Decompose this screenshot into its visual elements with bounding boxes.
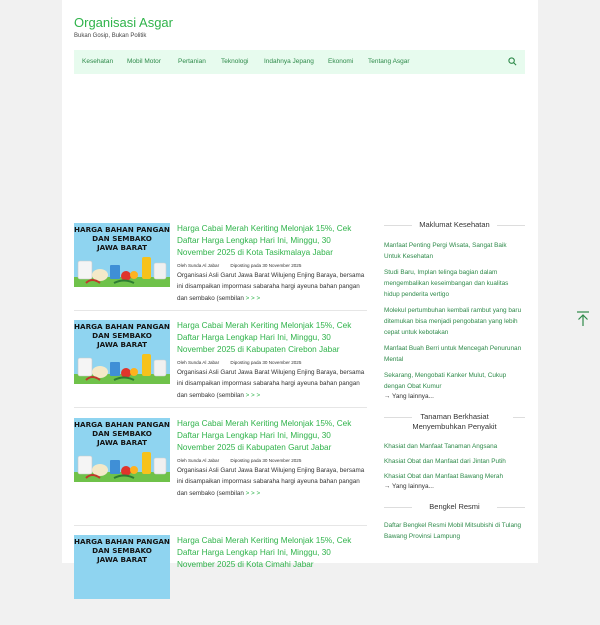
thumb-line-2: DAN SEMBAKO: [92, 429, 152, 438]
widget-link[interactable]: Manfaat Buah Berri untuk Mencegah Penurunan Mental: [384, 345, 522, 363]
post-item: [74, 418, 367, 508]
post-item: [74, 223, 367, 313]
thumb-line-2: DAN SEMBAKO: [92, 331, 152, 340]
read-more-link[interactable]: > > >: [245, 489, 261, 497]
thumb-line-3: JAWA BARAT: [96, 438, 148, 447]
title-line-left: [384, 507, 412, 508]
post-excerpt-text: Organisasi Asli Garut Jawa Barat Wilujeng Enjing Baraya, bersama ini disampaikan imporması sabaraha hargi ayeuna bahan pangan dan sembako (sembilan: [177, 272, 365, 302]
site-title[interactable]: Organisasi Asgar: [74, 15, 173, 30]
thumb-line-3: JAWA BARAT: [96, 243, 148, 252]
post-title[interactable]: Harga Cabai Merah Keriting Melonjak 15%, Cek Daftar Harga Lengkap Hari Ini, Minggu, 30 November 2025 di Kota Cimahi Jabar: [177, 536, 352, 569]
thumb-line-3: JAWA BARAT: [96, 555, 148, 564]
thumb-line-2: DAN SEMBAKO: [92, 546, 152, 555]
widget-link[interactable]: Sekarang, Mengobati Kanker Mulut, Cukup dengan Obat Kumur: [384, 372, 507, 390]
title-line-right: [513, 417, 525, 418]
thumb-line-1: HARGA BAHAN PANGAN: [74, 537, 170, 546]
nav-item-tentang-asgar[interactable]: Tentang Asgar: [368, 58, 410, 65]
widget-tanaman-berkhasiat: [384, 412, 525, 490]
thumb-line-1: HARGA BAHAN PANGAN: [74, 225, 170, 234]
post-author[interactable]: Oleh Sunda Al Jabar: [177, 458, 220, 463]
post-thumbnail[interactable]: [74, 535, 170, 599]
post-meta: [177, 360, 311, 365]
widget-maklumat-kesehatan: [384, 220, 525, 400]
site-tagline: Bukan Gosip, Bukan Politik: [74, 33, 147, 39]
post-meta: [177, 263, 311, 268]
widget-title-wrap: [384, 502, 525, 512]
nav-item-kesehatan[interactable]: Kesehatan: [82, 58, 114, 65]
widget-link[interactable]: Daftar Bengkel Resmi Mobil Mitsubishi di Tulang Bawang Provinsi Lampung: [384, 522, 522, 540]
read-more-link[interactable]: > > >: [245, 294, 261, 302]
post-author[interactable]: Oleh Sunda Al Jabar: [177, 263, 220, 268]
title-line-left: [384, 225, 412, 226]
widget-link[interactable]: Manfaat Penting Pergi Wisata, Sangat Baik Untuk Kesehatan: [384, 242, 507, 260]
widget-title: Tanaman Berkhasiat Menyembuhkan Penyakit: [412, 412, 497, 431]
nav-item-teknologi[interactable]: Teknologi: [221, 58, 249, 65]
post-date: Diposting pada 30 November 2025: [230, 458, 302, 463]
groceries-illustration: [74, 251, 170, 287]
page-container: [62, 0, 538, 569]
arrow-up-icon[interactable]: [577, 311, 589, 327]
post-thumbnail[interactable]: [74, 223, 170, 287]
post-thumbnail[interactable]: [74, 418, 170, 482]
thumb-line-3: JAWA BARAT: [96, 340, 148, 349]
post-divider: [74, 310, 367, 311]
widget-link[interactable]: Khasiat dan Manfaat Tanaman Angsana: [384, 443, 498, 450]
widget-bengkel-resmi: [384, 502, 525, 542]
sidebar: [384, 220, 525, 547]
widget-more-link[interactable]: → Yang lainnya...: [384, 393, 434, 400]
nav-item-mobil-motor[interactable]: Mobil Motor: [127, 58, 161, 65]
groceries-illustration: [74, 348, 170, 384]
post-excerpt: [177, 270, 367, 304]
thumb-line-1: HARGA BAHAN PANGAN: [74, 322, 170, 331]
search-icon[interactable]: [508, 57, 517, 66]
post-excerpt: [177, 465, 367, 499]
read-more-link[interactable]: > > >: [245, 391, 261, 399]
nav-item-ekonomi[interactable]: Ekonomi: [328, 58, 354, 65]
widget-link[interactable]: Khasiat Obat dan Manfaat dari Jintan Putih: [384, 458, 506, 465]
main-nav: [74, 50, 525, 74]
post-excerpt: [177, 367, 367, 401]
widget-more-link[interactable]: → Yang lainnya...: [384, 483, 434, 490]
post-title[interactable]: Harga Cabai Merah Keriting Melonjak 15%, Cek Daftar Harga Lengkap Hari Ini, Minggu, 30 November 2025 di Kabupaten Cirebon Jabar: [177, 321, 352, 354]
nav-item-indahnya-jepang[interactable]: Indahnya Jepang: [264, 58, 314, 65]
widget-title: Maklumat Kesehatan: [419, 220, 490, 229]
groceries-illustration: [74, 446, 170, 482]
title-line-right: [497, 225, 525, 226]
thumb-line-1: HARGA BAHAN PANGAN: [74, 420, 170, 429]
post-excerpt-text: Organisasi Asli Garut Jawa Barat Wilujeng Enjing Baraya, bersama ini disampaikan imporması sabaraha hargi ayeuna bahan pangan dan sembako (sembilan: [177, 369, 365, 399]
widget-link[interactable]: Studi Baru, Implan telinga bagian dalam mengembalikan keseimbangan dan kualitas hidup penderita vertigo: [384, 269, 509, 298]
post-date: Diposting pada 30 November 2025: [230, 360, 302, 365]
post-date: Diposting pada 30 November 2025: [230, 263, 302, 268]
post-item: [74, 535, 367, 625]
nav-item-pertanian[interactable]: Pertanian: [178, 58, 206, 65]
post-divider: [74, 407, 367, 408]
widget-title-wrap: [384, 412, 525, 432]
widget-title: Bengkel Resmi: [429, 502, 480, 511]
thumb-line-2: DAN SEMBAKO: [92, 234, 152, 243]
title-line-right: [497, 507, 525, 508]
post-title[interactable]: Harga Cabai Merah Keriting Melonjak 15%, Cek Daftar Harga Lengkap Hari Ini, Minggu, 30 November 2025 di Kabupaten Garut Jabar: [177, 419, 352, 452]
post-title[interactable]: Harga Cabai Merah Keriting Melonjak 15%, Cek Daftar Harga Lengkap Hari Ini, Minggu, 30 November 2025 di Kota Tasikmalaya Jabar: [177, 224, 352, 257]
widget-link[interactable]: Molekul pertumbuhan kembali rambut yang baru ditemukan bisa menjadi pengobatan yang lebih cepat untuk kebotakan: [384, 307, 522, 336]
widget-link[interactable]: Khasiat Obat dan Manfaat Bawang Merah: [384, 473, 504, 480]
post-author[interactable]: Oleh Sunda Al Jabar: [177, 360, 220, 365]
post-thumbnail[interactable]: [74, 320, 170, 384]
title-line-left: [384, 417, 412, 418]
post-item: [74, 320, 367, 410]
post-meta: [177, 458, 311, 463]
post-excerpt-text: Organisasi Asli Garut Jawa Barat Wilujeng Enjing Baraya, bersama ini disampaikan imporması sabaraha hargi ayeuna bahan pangan dan sembako (sembilan: [177, 467, 365, 497]
post-divider: [74, 525, 367, 526]
widget-title-wrap: [384, 220, 525, 230]
